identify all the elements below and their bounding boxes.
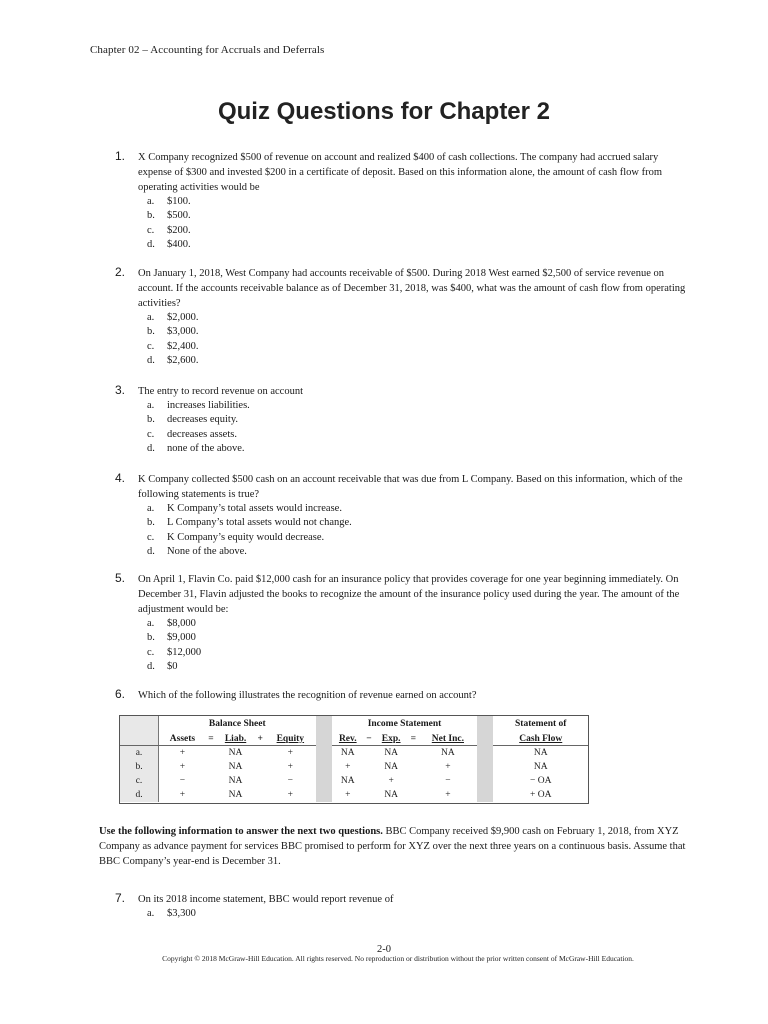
question-number: 3. (115, 383, 126, 397)
group-statement-of: Statement of (515, 719, 567, 729)
question-number: 7. (115, 891, 126, 905)
col-header: = (206, 732, 216, 746)
question-text: Which of the following illustrates the recognition of revenue earned on account? (138, 690, 477, 701)
option-item: d. None of the above. (147, 546, 247, 558)
option-list (147, 907, 690, 921)
group-balance-sheet: Balance Sheet (208, 719, 266, 729)
group-income-statement: Income Statement (367, 719, 442, 729)
col-header: = (408, 732, 418, 746)
col-header: Rev. (332, 732, 364, 746)
col-header: + (255, 732, 265, 746)
option-item: a. increases liabilities. (147, 400, 250, 411)
col-header: Cash Flow (493, 732, 588, 746)
question-text: The entry to record revenue on account (138, 386, 304, 397)
answer-table (119, 715, 589, 804)
option-list (147, 399, 690, 457)
col-header: Net Inc. (418, 732, 477, 746)
option-item: a. $2,000. (147, 312, 199, 323)
question-4 (115, 472, 690, 560)
intro-text: BBC Company received $9,900 cash on February 1, 2018, from XYZ Company as advance payment for services BBC promised to perform for XYZ over the next three years on a continuous basis. Assume that BBC Company’s year-end is December 31. (99, 826, 686, 867)
table-row: b. + NA + + NA + NA (120, 760, 588, 774)
question-text: On January 1, 2018, West Company had accounts receivable of $500. During 2018 West earned $2,500 of service revenue on account. If the accounts receivable balance as of December 31, 2018, was $400, what was the amount of cash flow from operating activities? (138, 268, 686, 309)
question-5 (115, 572, 690, 675)
intro-bold: Use the following information to answer the next two questions. (99, 826, 383, 837)
question-6 (115, 688, 690, 703)
question-3 (115, 384, 690, 457)
question-7 (115, 892, 690, 921)
option-item: b. L Company’s total assets would not change. (147, 517, 352, 529)
option-item: b. $500. (147, 210, 191, 222)
col-header: Equity (265, 732, 315, 746)
page-number: 2-0 (377, 944, 391, 955)
question-text: On its 2018 income statement, BBC would report revenue of (138, 894, 394, 905)
option-item: c. $200. (147, 224, 191, 236)
option-item: c. $2,400. (147, 340, 199, 352)
table-row: d. + NA + + NA + + OA (120, 788, 588, 802)
option-item: a. $8,000 (147, 618, 196, 629)
option-item: c. $12,000 (147, 646, 202, 658)
shared-information-paragraph (99, 824, 694, 869)
option-item: b. decreases equity. (147, 414, 239, 426)
col-header: − (364, 732, 374, 746)
option-item: d. $400. (147, 239, 191, 251)
option-item: d. none of the above. (147, 443, 245, 455)
table-row: a. + NA + NA NA NA NA (120, 746, 588, 761)
question-number: 6. (115, 687, 126, 701)
option-item: d. $0 (147, 661, 178, 673)
option-item: c. decreases assets. (147, 428, 237, 440)
option-list (147, 311, 690, 369)
option-list (147, 502, 690, 560)
option-item: a. K Company’s total assets would increase. (147, 503, 342, 514)
col-header: Exp. (374, 732, 408, 746)
option-item: b. $9,000 (147, 632, 196, 644)
option-item: d. $2,600. (147, 355, 199, 367)
chapter-header: Chapter 02 – Accounting for Accruals and Deferrals (90, 44, 325, 56)
option-item: a. $100. (147, 196, 191, 207)
copyright-footer: Copyright © 2018 McGraw-Hill Education. All rights reserved. No reproduction or distribution without the prior written consent of McGraw-Hill Education. (162, 954, 634, 963)
option-list (147, 195, 690, 253)
question-text: On April 1, Flavin Co. paid $12,000 cash for an insurance policy that provides coverage for one year beginning immediately. On December 31, Flavin adjusted the books to recognize the amount of the insurance policy used during the year. The amount of the adjustment would be: (138, 574, 680, 615)
option-item: b. $3,000. (147, 326, 199, 338)
question-number: 1. (115, 149, 126, 163)
page-title: Quiz Questions for Chapter 2 (217, 98, 551, 125)
question-text: K Company collected $500 cash on an account receivable that was due from L Company. Based on this information, which of the following statements is true? (138, 474, 683, 500)
question-1 (115, 150, 690, 253)
col-header: Liab. (216, 732, 255, 746)
option-item: a. $3,300 (147, 908, 196, 919)
col-header: Assets (159, 732, 206, 746)
question-number: 2. (115, 265, 126, 279)
table-row: c. − NA − NA + − − OA (120, 774, 588, 788)
question-text: X Company recognized $500 of revenue on account and realized $400 of cash collections. The company had accrued salary expense of $300 and invested $200 in a certificate of deposit. Based on this information alone, the amount of cash flow from operating activities would be (138, 152, 662, 193)
option-item: c. K Company’s equity would decrease. (147, 531, 325, 543)
question-number: 5. (115, 571, 126, 585)
question-number: 4. (115, 471, 126, 485)
option-list (147, 617, 690, 675)
question-2 (115, 266, 690, 369)
